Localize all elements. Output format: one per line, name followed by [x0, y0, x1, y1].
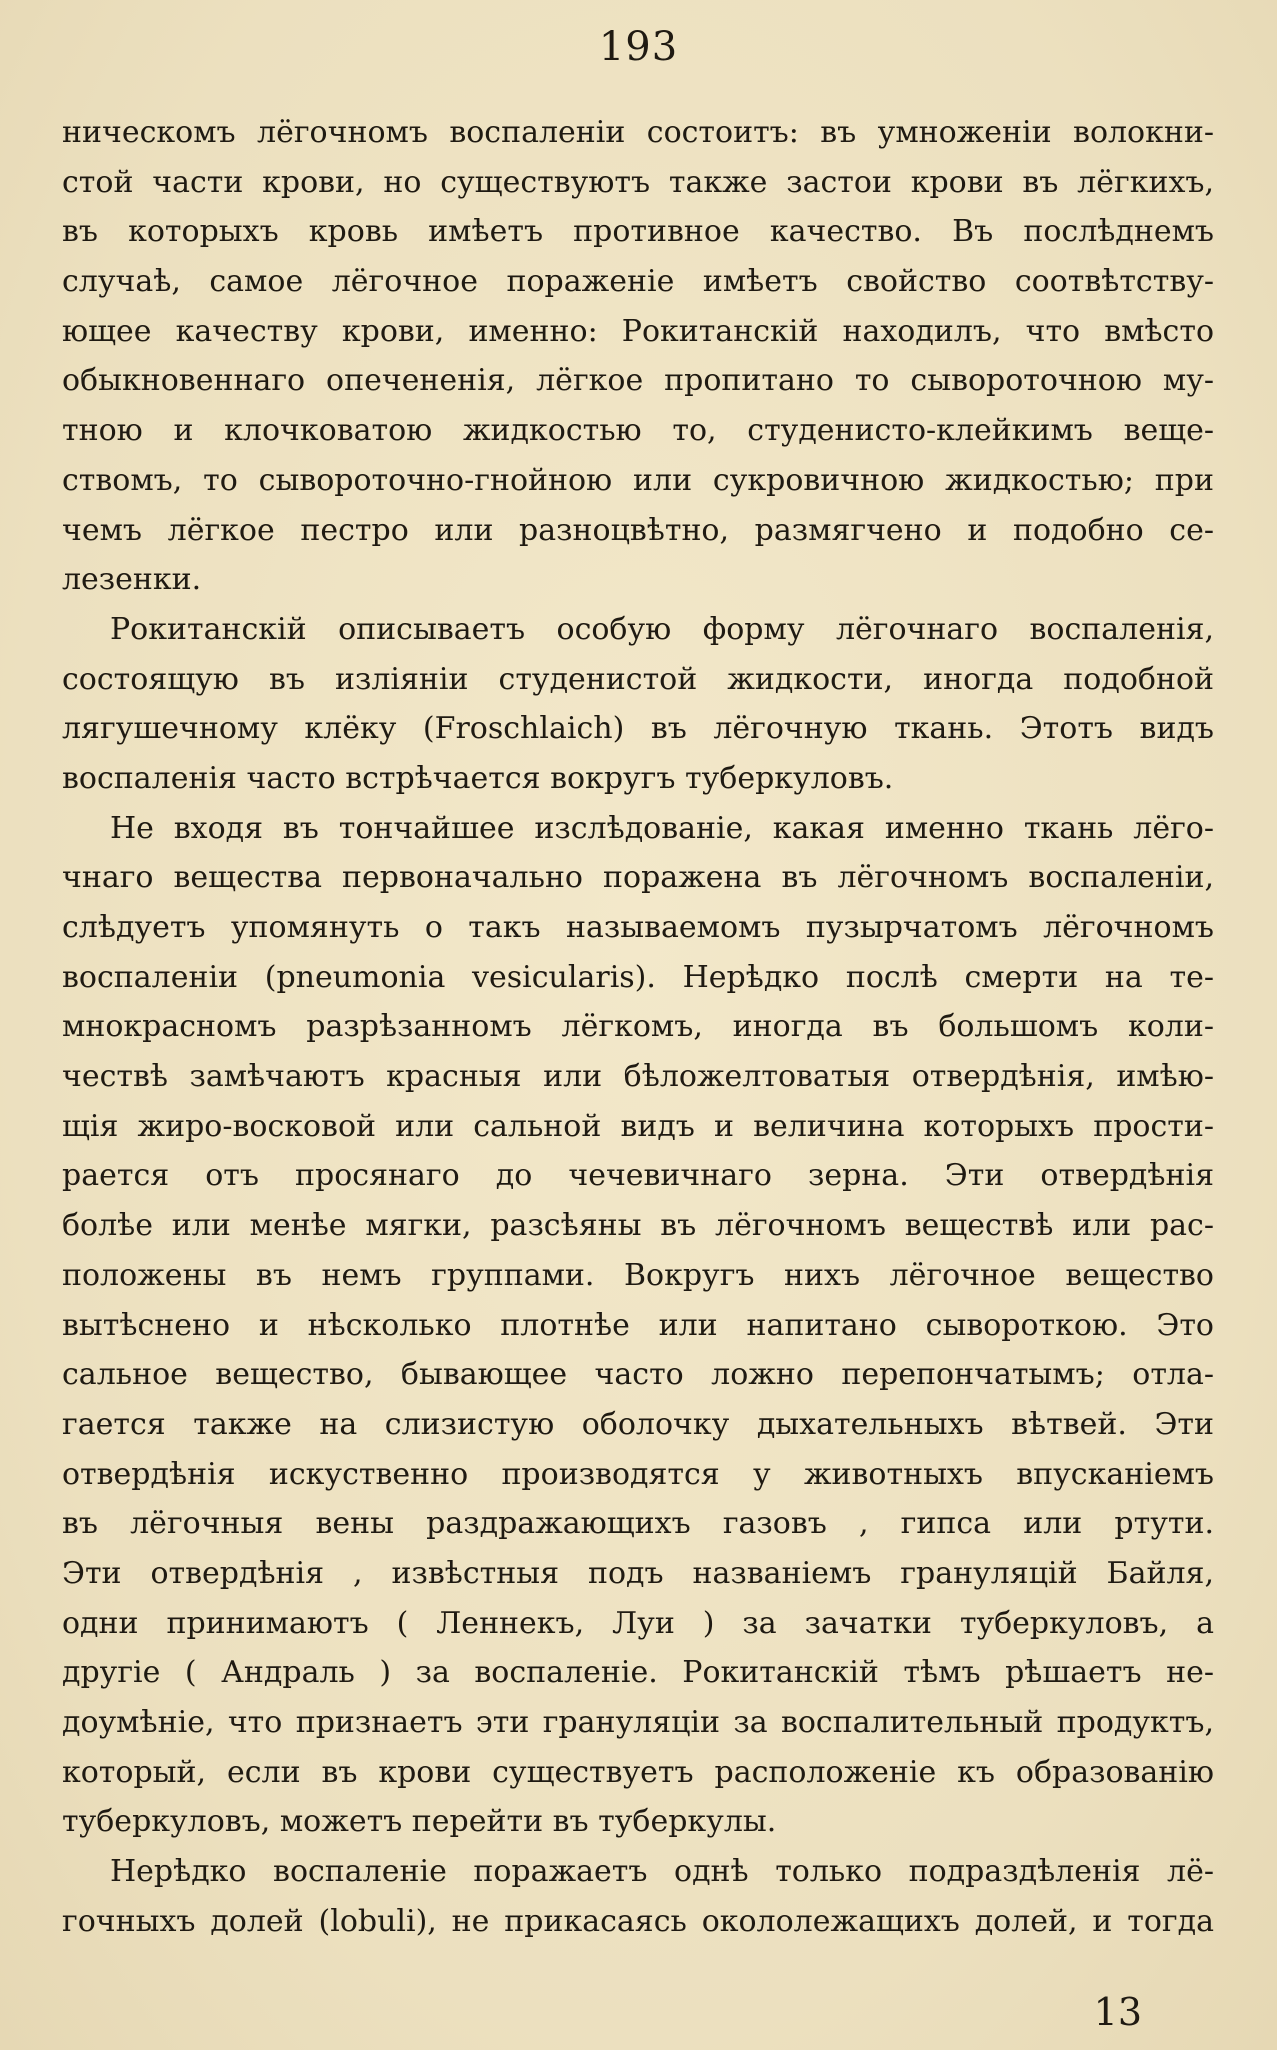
- text-line: сальное вещество, бывающее часто ложно перепончатымъ; отла-: [62, 1357, 1214, 1393]
- text-line: стой части крови, но существуютъ также застои крови въ лёгкихъ,: [62, 164, 1214, 200]
- text-line: тною и клочковатою жидкостью то, студенисто-клейкимъ веще-: [62, 413, 1214, 449]
- text-line: щія жиро-восковой или сальной видъ и величина которыхъ прости-: [62, 1108, 1214, 1144]
- text-line: одни принимаютъ ( Леннекъ, Луи ) за зачатки туберкуловъ, а: [62, 1605, 1214, 1641]
- text-line: гочныхъ долей (lobuli), не прикасаясь окололежащихъ долей, и тогда: [62, 1903, 1214, 1939]
- page-text: [62, 108, 1214, 1946]
- text-line: туберкуловъ, можетъ перейти въ туберкулы.: [62, 1804, 777, 1840]
- text-line: Не входя въ тончайшее изслѣдованіе, какая именно ткань лёго-: [110, 810, 1214, 846]
- text-line: другіе ( Андраль ) за воспаленіе. Рокитанскій тѣмъ рѣшаетъ не-: [62, 1655, 1214, 1691]
- text-line: слѣдуетъ упомянуть о такъ называемомъ пузырчатомъ лёгочномъ: [62, 910, 1214, 945]
- text-line: чествѣ замѣчаютъ красныя или бѣложелтоватыя отвердѣнія, имѣю-: [62, 1059, 1214, 1095]
- signature-mark: 13: [1093, 1990, 1142, 2034]
- text-line: Эти отвердѣнія , извѣстныя подъ названіемъ грануляцій Байля,: [62, 1555, 1214, 1591]
- text-line: мнокрасномъ разрѣзанномъ лёгкомъ, иногда въ большомъ коли-: [62, 1009, 1214, 1045]
- text-line: чемъ лёгкое пестро или разноцвѣтно, размягчено и подобно се-: [62, 512, 1214, 548]
- text-line: случаѣ, самое лёгочное пораженіе имѣетъ свойство соотвѣтству-: [62, 264, 1214, 300]
- text-line: состоящую въ изліяніи студенистой жидкости, иногда подобной: [62, 661, 1214, 697]
- text-line: гается также на слизистую оболочку дыхательныхъ вѣтвей. Эти: [62, 1406, 1214, 1442]
- text-line: ющее качеству крови, именно: Рокитанскій находилъ, что вмѣсто: [62, 313, 1214, 349]
- text-line: воспаленіи (pneumonia vesicularis). Нерѣдко послѣ смерти на те-: [62, 959, 1214, 995]
- text-line: положены въ немъ группами. Вокругъ нихъ лёгочное вещество: [62, 1257, 1214, 1293]
- text-line: въ лёгочныя вены раздражающихъ газовъ , гипса или ртути.: [62, 1506, 1214, 1542]
- page-number: 193: [598, 24, 679, 70]
- text-line: отвердѣнія искуственно производятся у животныхъ впусканіемъ: [62, 1456, 1214, 1492]
- text-line: ническомъ лёгочномъ воспаленіи состоитъ: въ умноженіи волокни-: [62, 115, 1214, 150]
- text-line: ствомъ, то сывороточно-гнойною или сукровичною жидкостью; при: [62, 462, 1214, 498]
- text-line: обыкновеннаго опечененія, лёгкое пропитано то сывороточною му-: [62, 363, 1214, 399]
- text-line: вытѣснено и нѣсколько плотнѣе или напитано сывороткою. Это: [62, 1307, 1214, 1343]
- text-line: Рокитанскій описываетъ особую форму лёгочнаго воспаленія,: [110, 611, 1214, 647]
- text-line: рается отъ просянаго до чечевичнаго зерна. Эти отвердѣнія: [62, 1158, 1214, 1194]
- text-line: лягушечному клёку (Froschlaich) въ лёгочную ткань. Этотъ видъ: [62, 711, 1214, 747]
- text-line: Нерѣдко воспаленіе поражаетъ однѣ только подраздѣленія лё-: [110, 1854, 1214, 1890]
- text-line: чнаго вещества первоначально поражена въ лёгочномъ воспаленіи,: [62, 860, 1214, 896]
- text-line: болѣе или менѣе мягки, разсѣяны въ лёгочномъ веществѣ или рас-: [62, 1208, 1214, 1244]
- text-line: доумѣніе, что признаетъ эти грануляціи за воспалительный продуктъ,: [62, 1705, 1214, 1740]
- text-line: который, если въ крови существуетъ расположеніе къ образованію: [62, 1754, 1214, 1790]
- text-line: воспаленія часто встрѣчается вокругъ туберкуловъ.: [62, 760, 894, 796]
- text-line: лезенки.: [62, 562, 202, 598]
- text-line: въ которыхъ кровь имѣетъ противное качество. Въ послѣднемъ: [62, 214, 1214, 250]
